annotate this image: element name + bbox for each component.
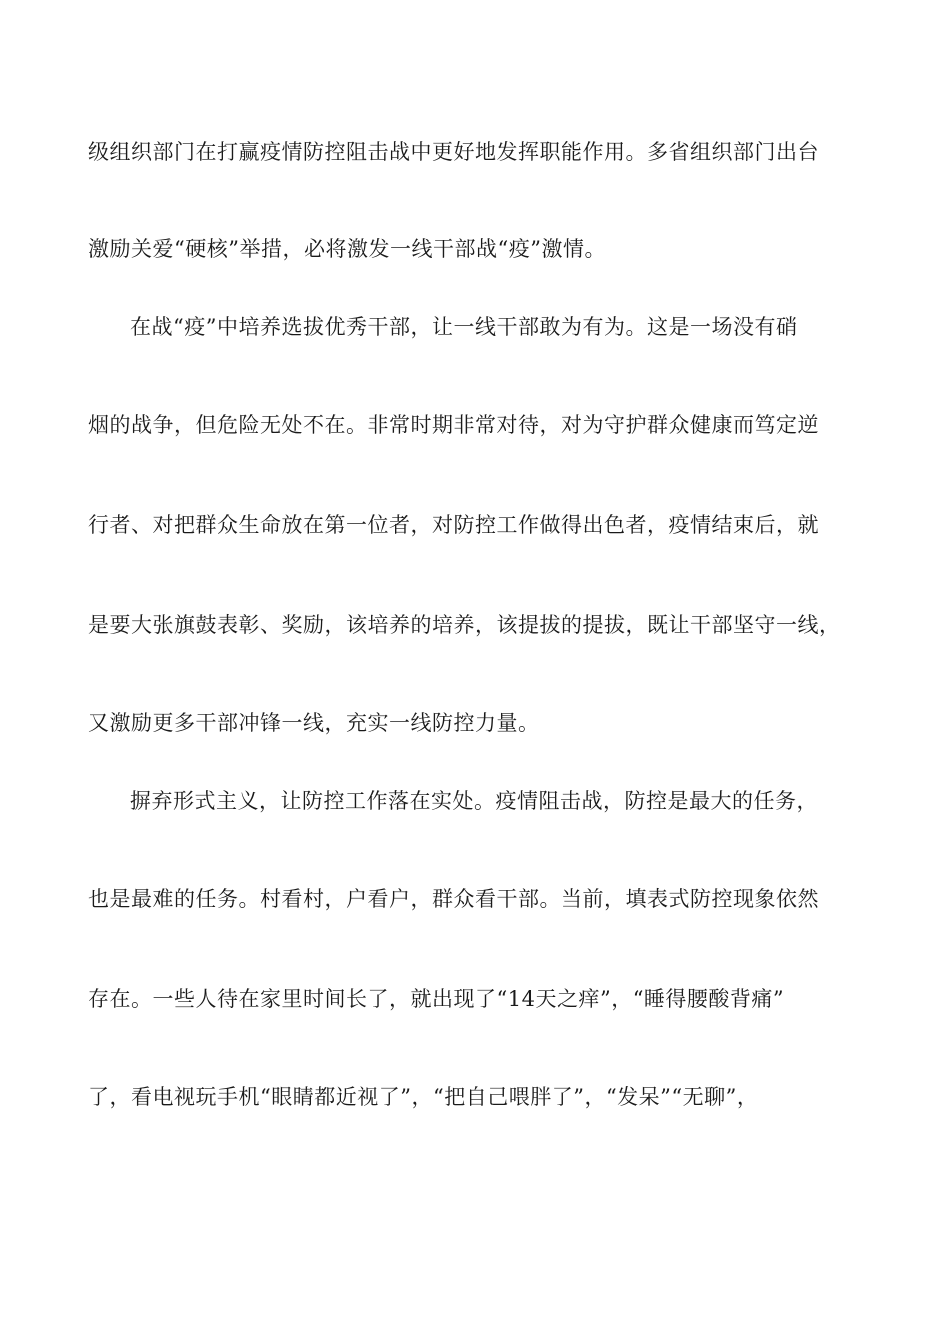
paragraph-start-line: 摒弃形式主义，让防控工作落在实处。疫情阻击战，防控是最大的任务， [130,789,818,813]
text-line-7: 又激励更多干部冲锋一线，充实一线防控力量。 [88,711,540,735]
paragraph-start-line: 在战“疫”中培养选拔优秀干部，让一线干部敢为有为。这是一场没有硝 [130,315,798,339]
text-line-5: 行者、对把群众生命放在第一位者，对防控工作做得出色者，疫情结束后，就 [88,513,819,537]
text-line-10: 存在。一些人待在家里时间长了，就出现了“14天之痒”，“睡得腰酸背痛” [88,987,785,1011]
text-line-6: 是要大张旗鼓表彰、奖励，该培养的培养，该提拔的提拔，既让干部坚守一线， [88,613,841,637]
text-line-9: 也是最难的任务。村看村，户看户，群众看干部。当前，填表式防控现象依然 [88,887,819,911]
text-line-11: 了，看电视玩手机“眼睛都近视了”，“把自己喂胖了”，“发呆”“无聊”， [88,1085,759,1109]
text-line-1: 级组织部门在打赢疫情防控阻击战中更好地发挥职能作用。多省组织部门出台 [88,140,819,164]
text-line-2: 激励关爱“硬核”举措，必将激发一线干部战“疫”激情。 [88,237,606,261]
text-line-4: 烟的战争，但危险无处不在。非常时期非常对待，对为守护群众健康而笃定逆 [88,413,819,437]
